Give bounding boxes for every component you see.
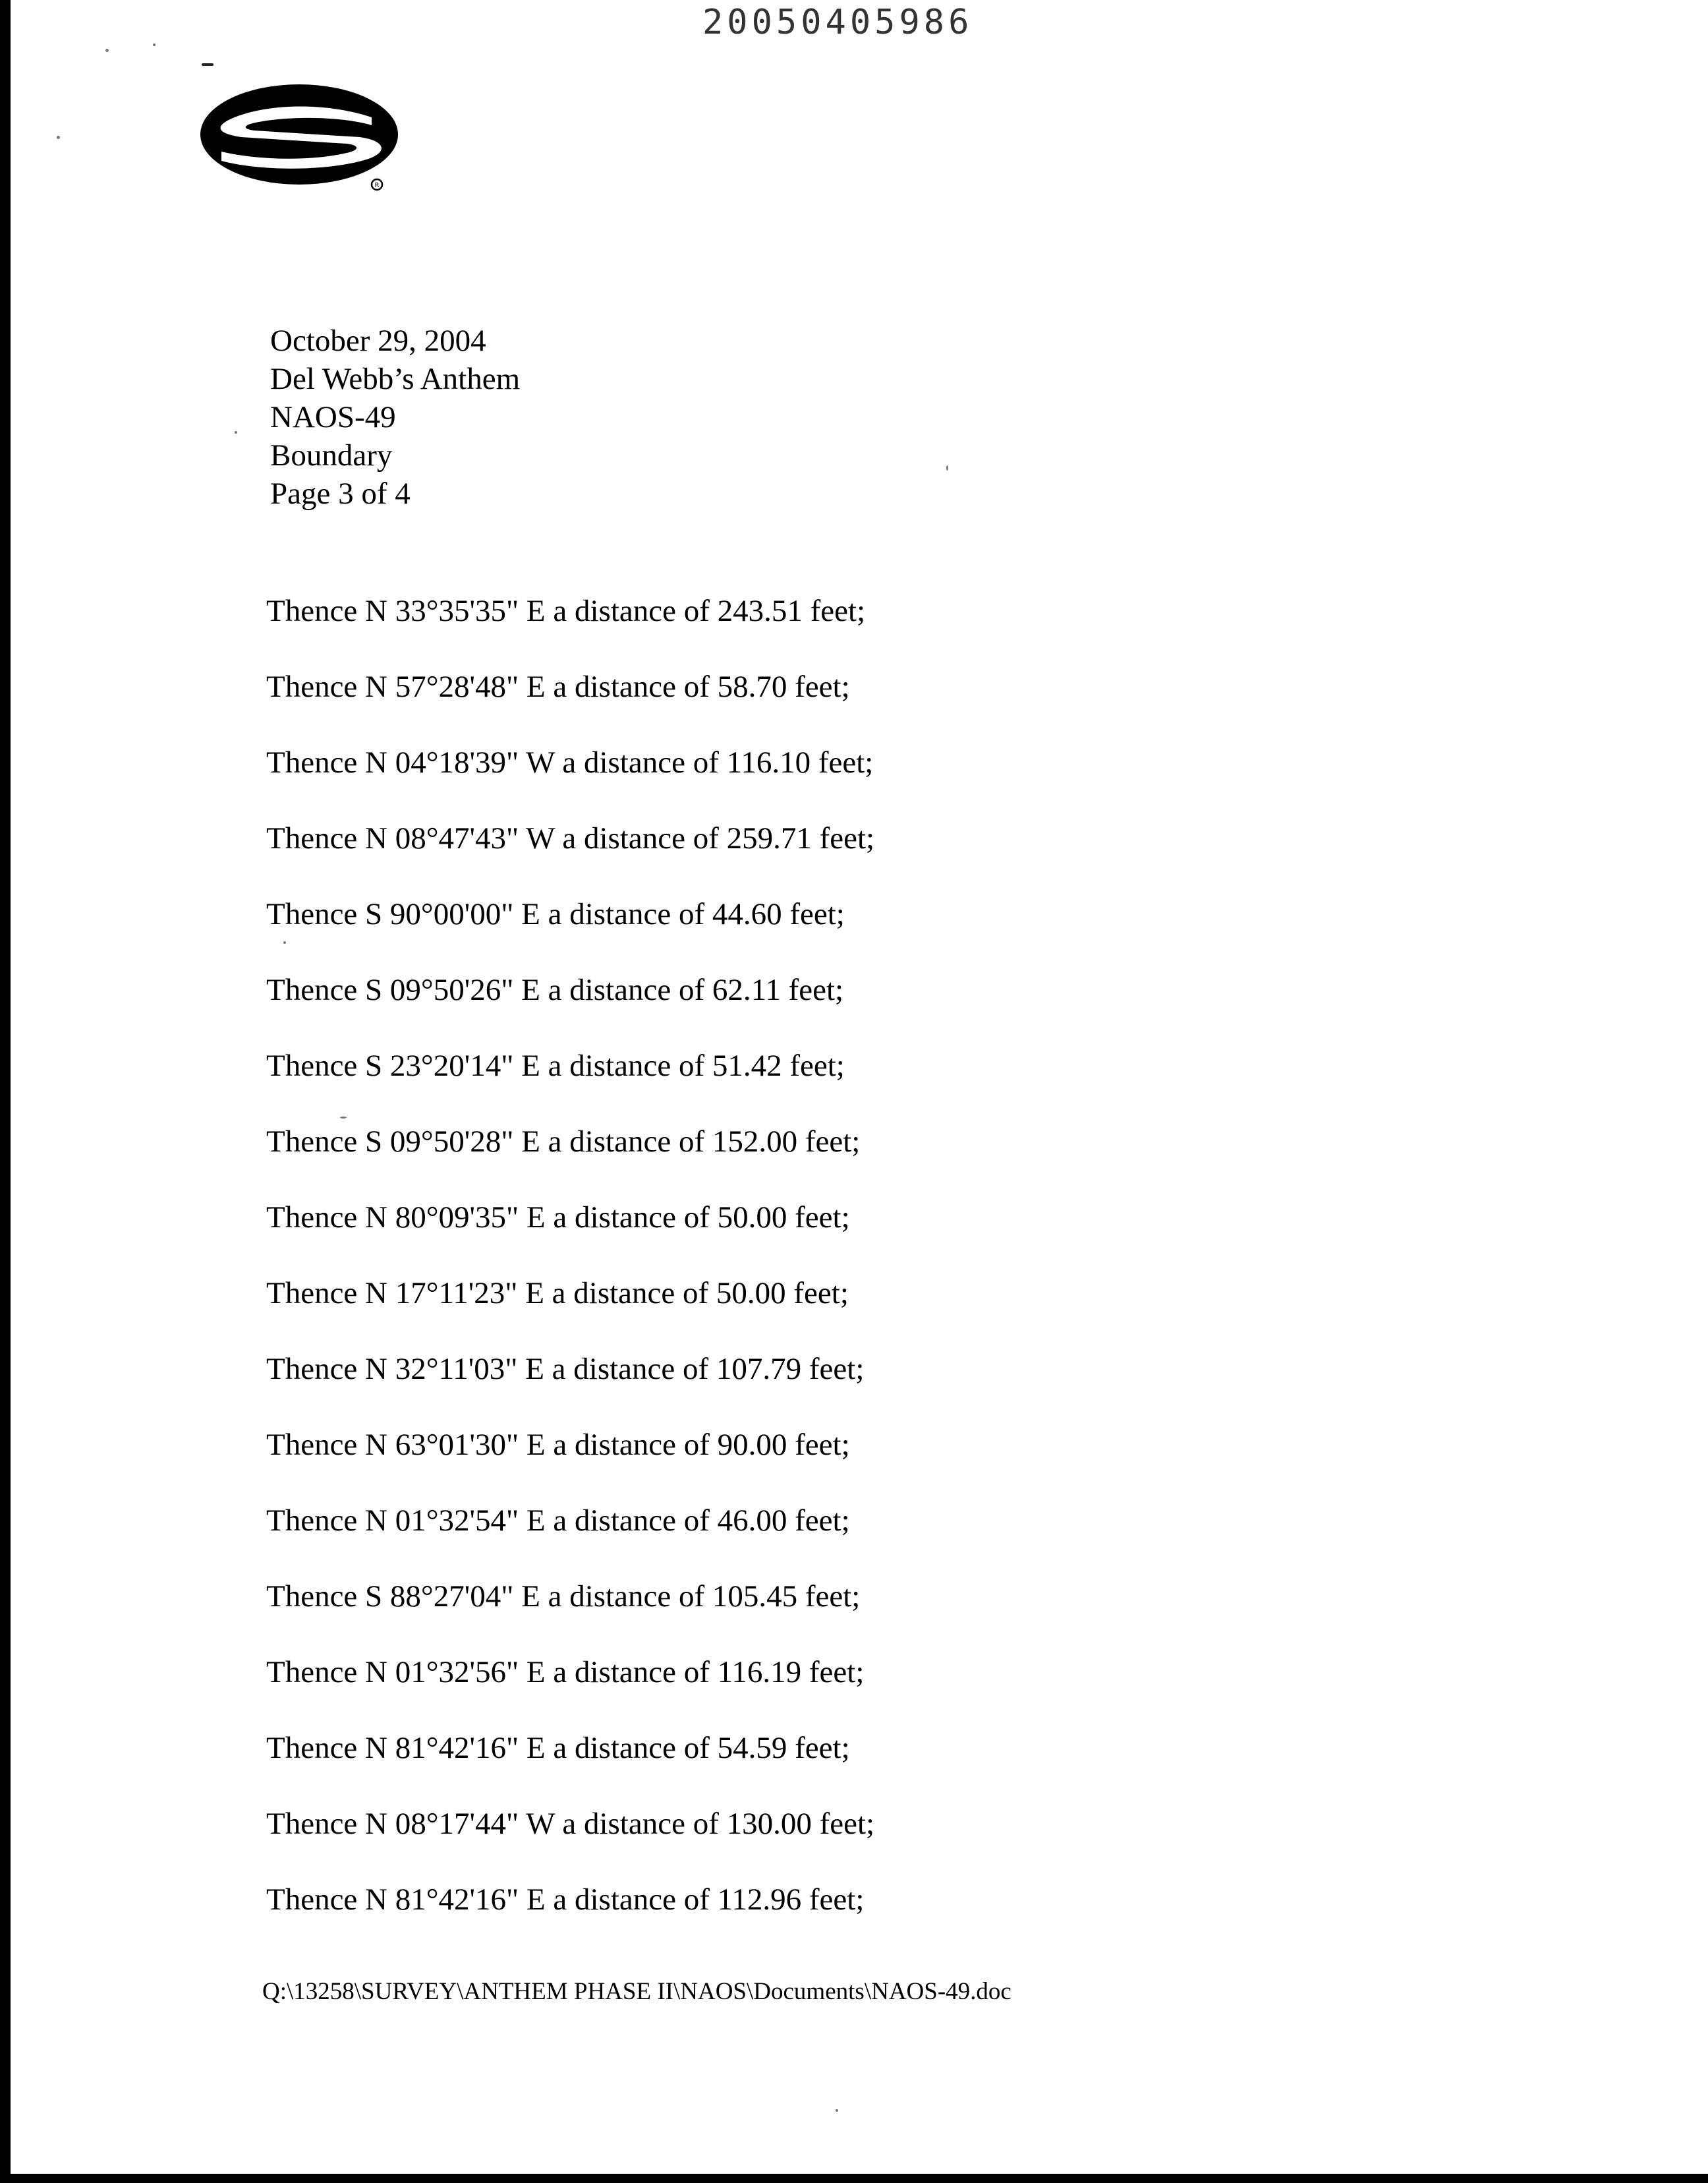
course-line: Thence N 81°42'16" E a distance of 54.59 feet; — [266, 1731, 850, 1765]
s-oval-logo-icon — [195, 79, 413, 195]
course-line: Thence N 57°28'48" E a distance of 58.70 feet; — [266, 670, 850, 704]
course-line: Thence N 17°11'23" E a distance of 50.00 feet; — [266, 1276, 849, 1310]
course-line: Thence S 90°00'00" E a distance of 44.60 feet; — [266, 897, 845, 931]
header-date: October 29, 2004 — [270, 324, 486, 358]
scan-speck — [836, 2109, 838, 2112]
course-line: Thence N 81°42'16" E a distance of 112.96 feet; — [266, 1882, 865, 1917]
header-page-number: Page 3 of 4 — [270, 477, 411, 511]
scan-speck — [57, 136, 60, 139]
scan-edge-left — [0, 0, 11, 2183]
scan-speck — [340, 1117, 347, 1119]
scan-speck — [202, 63, 214, 66]
document-number: 20050405986 — [702, 3, 973, 42]
course-line: Thence N 01°32'54" E a distance of 46.00 feet; — [266, 1503, 850, 1538]
course-line: Thence N 01°32'56" E a distance of 116.19 feet; — [266, 1655, 865, 1689]
scan-speck — [105, 49, 109, 52]
svg-text:R: R — [374, 182, 380, 189]
scan-edge-bottom — [0, 2174, 1708, 2183]
course-line: Thence N 80°09'35" E a distance of 50.00 feet; — [266, 1200, 850, 1235]
boundary-course-list — [266, 592, 874, 1956]
document-header — [270, 322, 520, 513]
course-line: Thence N 08°47'43" W a distance of 259.71 feet; — [266, 821, 875, 856]
course-line: Thence S 23°20'14" E a distance of 51.42 feet; — [266, 1049, 845, 1083]
header-description: Boundary — [270, 438, 393, 473]
footer-file-path: Q:\13258\SURVEY\ANTHEM PHASE II\NAOS\Documents\NAOS-49.doc — [262, 1978, 1011, 2005]
course-line: Thence N 63°01'30" E a distance of 90.00 feet; — [266, 1428, 850, 1462]
course-line: Thence S 88°27'04" E a distance of 105.45 feet; — [266, 1579, 861, 1614]
course-line: Thence N 04°18'39" W a distance of 116.10 feet; — [266, 745, 874, 780]
course-line: Thence N 08°17'44" W a distance of 130.00 feet; — [266, 1807, 875, 1841]
scan-speck — [283, 941, 286, 944]
scan-speck — [235, 431, 237, 434]
course-line: Thence S 09°50'26" E a distance of 62.11 feet; — [266, 973, 844, 1007]
scan-speck — [946, 465, 948, 471]
course-line: Thence N 33°35'35" E a distance of 243.51 feet; — [266, 594, 866, 628]
course-line: Thence N 32°11'03" E a distance of 107.79 feet; — [266, 1352, 865, 1386]
course-line: Thence S 09°50'28" E a distance of 152.00 feet; — [266, 1124, 861, 1159]
header-project: Del Webb’s Anthem — [270, 362, 521, 396]
scan-speck — [153, 44, 156, 46]
header-parcel: NAOS-49 — [270, 400, 396, 434]
